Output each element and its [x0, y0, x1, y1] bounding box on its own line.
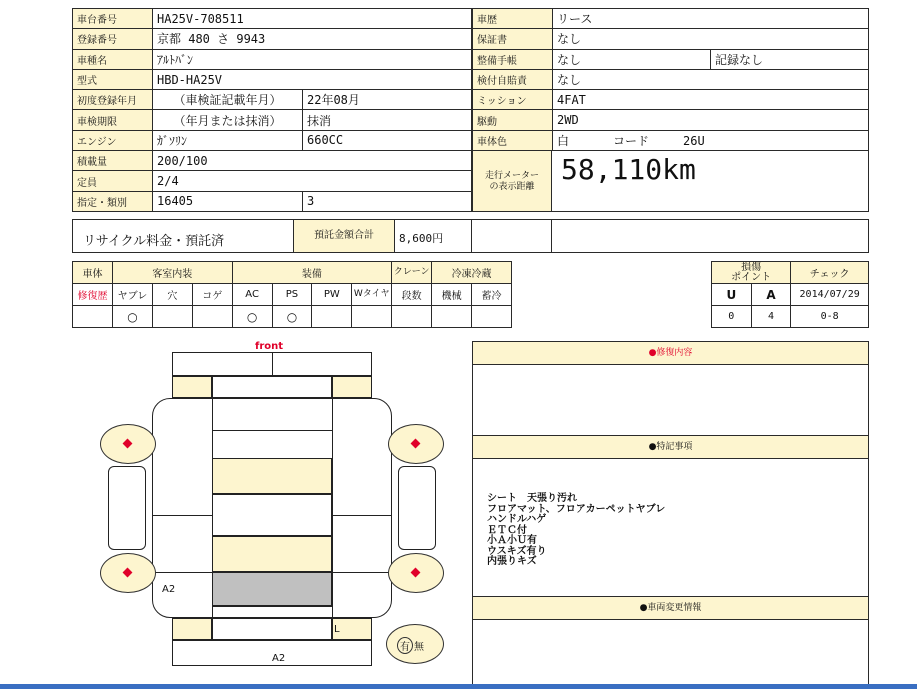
windshield	[212, 458, 332, 494]
mark-cell	[73, 306, 113, 328]
mark-cell	[152, 306, 192, 328]
special-notes	[487, 494, 665, 568]
list-item: ウスキズ有り	[487, 545, 547, 557]
rear-left-corner	[172, 618, 212, 640]
col-stages: 段数	[392, 284, 432, 306]
cargo-area	[212, 572, 332, 606]
rear-window	[212, 536, 332, 572]
insurance-value: なし	[553, 69, 869, 89]
a-value: 4	[751, 306, 791, 328]
table-row	[73, 49, 472, 69]
transmission-label: ミッション	[473, 90, 553, 110]
designation-value: 16405	[153, 191, 303, 211]
col-repair-history: 修復歴	[73, 284, 113, 306]
history-value: リース	[553, 9, 869, 29]
col-pw: PW	[312, 284, 352, 306]
mark-cell	[312, 306, 352, 328]
maintenance-label: 整備手帳	[473, 49, 553, 69]
table-row	[73, 69, 472, 89]
repair-header: ●修復内容	[473, 342, 868, 365]
change-header: ●車両変更情報	[473, 596, 868, 620]
top-strip	[0, 0, 917, 6]
warranty-value: なし	[553, 29, 869, 49]
deposit-label: 預託金額合計	[293, 220, 395, 252]
deposit-value: 8,600円	[399, 232, 444, 245]
group-body: 車体	[73, 262, 113, 284]
displacement-value: 660CC	[303, 130, 472, 150]
recycle-label: リサイクル料金・預託済	[83, 234, 225, 249]
spec-table-right	[472, 8, 869, 151]
list-item: フロアマット、フロアカーペットヤブレ	[487, 503, 666, 515]
mark-a2-left: A2	[162, 584, 176, 595]
spare-yes: 有	[397, 637, 413, 654]
list-item: ハンドルハゲ	[487, 514, 547, 525]
list-item: 小Ａ小Ｕ有	[487, 535, 537, 546]
table-row	[473, 49, 869, 69]
type-label: 型式	[73, 69, 153, 89]
color-value: 白 コード 26U	[553, 130, 869, 150]
registration-value: 京都 480 さ 9943	[153, 29, 472, 49]
spare-no: 無	[414, 642, 424, 653]
recycle-row	[72, 219, 869, 253]
table-row	[473, 9, 869, 29]
spec-table-left	[72, 8, 472, 212]
designation-label: 指定・類別	[73, 191, 153, 211]
load-label: 積載量	[73, 151, 153, 171]
mark-cell: ○	[112, 306, 152, 328]
equipment-table	[72, 261, 512, 328]
inspection-value: 抹消	[303, 110, 472, 130]
front-left-corner	[172, 376, 212, 398]
mark-l: L	[334, 624, 340, 635]
engine-value: ｶﾞｿﾘﾝ	[153, 130, 303, 150]
history-label: 車歴	[473, 9, 553, 29]
rear-panel	[212, 618, 332, 640]
left-door-panel	[108, 466, 146, 550]
mark-cell	[472, 306, 512, 328]
mark-cell	[192, 306, 232, 328]
notes-panel	[472, 341, 869, 686]
check-date: 2014/07/29	[791, 284, 869, 306]
col-w-tire: Wタイヤ	[352, 284, 392, 306]
drive-label: 駆動	[473, 110, 553, 130]
roof-front	[212, 494, 332, 536]
table-row	[473, 29, 869, 49]
table-row	[473, 69, 869, 89]
list-item: 内張りキズ	[487, 556, 537, 567]
chassis-number-value: HA25V-708511	[153, 9, 472, 29]
col-burn: コゲ	[192, 284, 232, 306]
spare-tire	[386, 624, 444, 664]
table-row	[73, 151, 472, 171]
a-label: A	[751, 284, 791, 306]
model-name-label: 車種名	[73, 49, 153, 69]
table-row	[73, 90, 472, 110]
table-row	[73, 110, 472, 130]
first-reg-label: 初度登録年月	[73, 90, 153, 110]
insurance-label: 検付自賠責	[473, 69, 553, 89]
col-tear: ヤブレ	[112, 284, 152, 306]
mark-a2-bottom: A2	[272, 653, 286, 664]
mark-cell: ○	[232, 306, 272, 328]
list-item: ＥＴＣ付	[487, 524, 527, 536]
table-row	[473, 110, 869, 130]
group-interior: 客室内装	[112, 262, 232, 284]
right-door-panel	[398, 466, 436, 550]
maintenance-value: なし	[553, 49, 711, 69]
load-value: 200/100	[153, 151, 472, 171]
registration-label: 登録番号	[73, 29, 153, 49]
engine-label: エンジン	[73, 130, 153, 150]
check-value: 0-8	[791, 306, 869, 328]
inspection-label: 車検期限	[73, 110, 153, 130]
col-cold-storage: 蓄冷	[472, 284, 512, 306]
warranty-label: 保証書	[473, 29, 553, 49]
table-row	[73, 306, 512, 328]
damage-points-header: 損傷 ポイント	[712, 262, 791, 284]
inspection-note: （年月または抹消）	[153, 110, 303, 130]
u-value: 0	[712, 306, 752, 328]
col-machine: 機械	[432, 284, 472, 306]
mark-cell	[392, 306, 432, 328]
table-row	[712, 306, 869, 328]
first-reg-note: （車検証記載年月）	[153, 90, 303, 110]
type-value: HBD-HA25V	[153, 69, 472, 89]
list-item: シート 天張り汚れ	[487, 493, 577, 504]
col-ps: PS	[272, 284, 312, 306]
vehicle-diagram	[90, 340, 460, 675]
u-label: U	[712, 284, 752, 306]
points-table	[711, 261, 869, 328]
mileage-value: 58,110km	[551, 150, 869, 212]
mark-cell: ○	[272, 306, 312, 328]
table-row	[712, 284, 869, 306]
front-right-corner	[332, 376, 372, 398]
mileage-label: 走行メーター の表示距離	[472, 150, 552, 212]
table-row	[73, 284, 512, 306]
group-refrigeration: 冷凍冷蔵	[432, 262, 512, 284]
bottom-bar	[0, 684, 917, 689]
group-crane: クレーン	[392, 262, 432, 284]
class-value: 3	[303, 191, 472, 211]
check-header: チェック	[791, 262, 869, 284]
table-row	[473, 90, 869, 110]
mark-cell	[432, 306, 472, 328]
special-header: ●特記事項	[473, 435, 868, 459]
chassis-number-label: 車台番号	[73, 9, 153, 29]
front-label: front	[255, 341, 284, 352]
capacity-label: 定員	[73, 171, 153, 191]
table-row	[73, 130, 472, 150]
group-equipment: 装備	[232, 262, 391, 284]
mark-cell	[352, 306, 392, 328]
first-reg-value: 22年08月	[303, 90, 472, 110]
table-row	[73, 191, 472, 211]
model-name-value: ｱﾙﾄﾊﾞﾝ	[153, 49, 472, 69]
transmission-value: 4FAT	[553, 90, 869, 110]
col-ac: AC	[232, 284, 272, 306]
col-hole: 穴	[152, 284, 192, 306]
table-row	[73, 29, 472, 49]
table-row	[73, 171, 472, 191]
color-label: 車体色	[473, 130, 553, 150]
capacity-value: 2/4	[153, 171, 472, 191]
front-panel	[212, 376, 332, 398]
table-row	[73, 9, 472, 29]
maintenance-record: 記録なし	[711, 49, 869, 69]
drive-value: 2WD	[553, 110, 869, 130]
table-row	[473, 130, 869, 150]
